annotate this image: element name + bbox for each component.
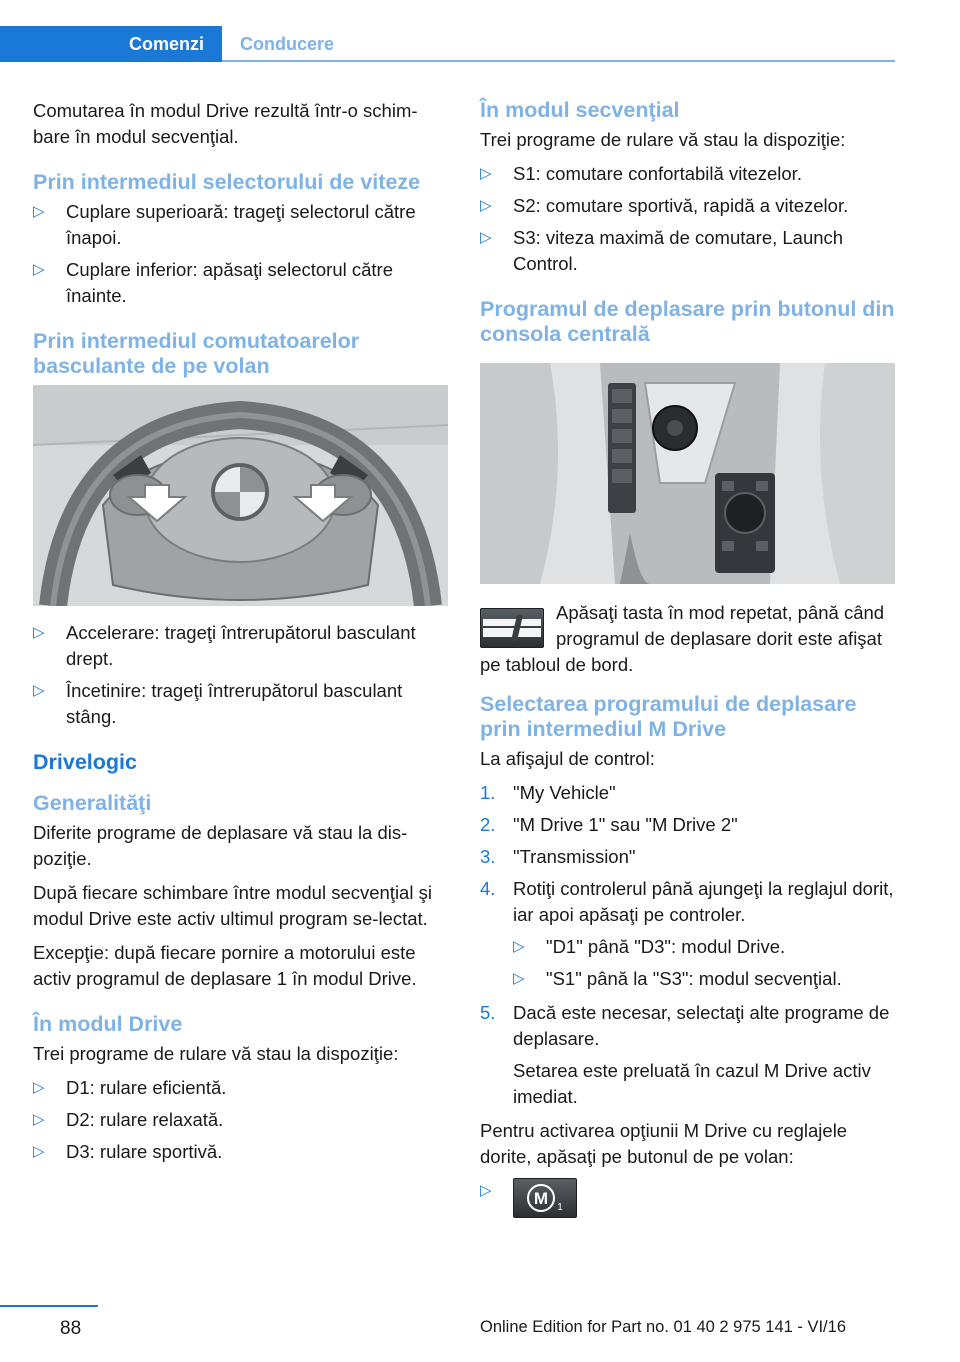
step-number: 1.: [480, 782, 496, 803]
list-item: [33, 678, 448, 730]
list-item: [33, 620, 448, 672]
heading-drivelogic: Drivelogic: [33, 750, 137, 774]
step-4-sublist: [513, 934, 895, 992]
mdrive-steps: [480, 780, 895, 1110]
header-tabbar: [0, 0, 960, 62]
step-text: Dacă este necesar, selectaţi alte programe de deplasare.: [513, 1002, 890, 1049]
mdrive-intro: La afişajul de control:: [480, 748, 655, 769]
heading-paddles: Prin intermediul comutatoarelor basculante de pe volan: [33, 329, 360, 378]
triangle-bullet-icon: ▷: [33, 1079, 45, 1096]
list-item-text: D3: rulare sportivă.: [66, 1141, 223, 1162]
step-5-note: Setarea este preluată în cazul M Drive activ imediat.: [513, 1060, 871, 1107]
heading-selector: Prin intermediul selectorului de viteze: [33, 170, 421, 194]
step-text: "Transmission": [513, 846, 636, 867]
step-number: 2.: [480, 814, 496, 835]
center-console-image: [480, 363, 895, 584]
general-paragraph-2: După fiecare schimbare între modul secvenţial şi modul Drive este activ ultimul program se-lectat.: [33, 882, 432, 929]
drivelogic-button-icon: [480, 608, 544, 648]
console-button-instruction: [480, 600, 895, 680]
triangle-bullet-icon: ▷: [480, 1182, 492, 1199]
step-item: [480, 812, 895, 838]
triangle-bullet-icon: ▷: [33, 624, 45, 641]
list-item-text: Încetinire: trageţi întrerupătorul basculant stâng.: [66, 680, 403, 727]
step-text: "My Vehicle": [513, 782, 616, 803]
paddle-list: [33, 620, 448, 730]
list-item-text: "S1" până la "S3": modul secvenţial.: [546, 968, 842, 989]
list-item: [513, 934, 895, 960]
list-item: [480, 161, 895, 187]
heading-mdrive: Selectarea programului de deplasare prin intermediul M Drive: [480, 692, 857, 741]
heading-general: Generalităţi: [33, 791, 152, 815]
list-item: [513, 966, 895, 992]
selector-list: [33, 199, 448, 309]
heading-sequential-mode: În modul secvenţial: [480, 98, 680, 122]
triangle-bullet-icon: ▷: [480, 229, 492, 246]
sequential-intro: Trei programe de rulare vă stau la dispoziţie:: [480, 129, 846, 150]
step-number: 3.: [480, 846, 496, 867]
step-text: "M Drive 1" sau "M Drive 2": [513, 814, 738, 835]
m-button-label: M: [533, 1189, 549, 1208]
list-item: [33, 1139, 448, 1165]
triangle-bullet-icon: ▷: [513, 970, 525, 987]
triangle-bullet-icon: ▷: [33, 1143, 45, 1160]
tab-comenzi[interactable]: [0, 26, 222, 62]
list-item: [33, 1075, 448, 1101]
list-item: [33, 1107, 448, 1133]
left-column: [33, 98, 448, 1173]
page-number: 88: [60, 1318, 82, 1339]
list-item: [33, 199, 448, 251]
list-item-text: D2: rulare relaxată.: [66, 1109, 224, 1130]
tab-comenzi-label: Comenzi: [128, 33, 204, 54]
general-paragraph-1: Diferite programe de deplasare vă stau la dis-poziţie.: [33, 822, 408, 869]
m-button-sub: 1: [557, 1202, 563, 1213]
sequential-list: [480, 161, 895, 277]
steering-wheel-image: [33, 385, 448, 606]
triangle-bullet-icon: ▷: [33, 261, 45, 278]
triangle-bullet-icon: ▷: [33, 1111, 45, 1128]
step-text: Rotiţi controlerul până ajungeţi la reglajul dorit, iar apoi apăsaţi pe controler.: [513, 878, 894, 925]
heading-drive-mode: În modul Drive: [33, 1012, 183, 1036]
list-item-text: S2: comutare sportivă, rapidă a vitezelor.: [513, 195, 849, 216]
triangle-bullet-icon: ▷: [513, 938, 525, 955]
drive-intro: Trei programe de rulare vă stau la dispoziţie:: [33, 1043, 399, 1064]
list-item-text: Cuplare superioară: trageţi selectorul către înapoi.: [66, 201, 416, 248]
list-item: [480, 193, 895, 219]
list-item-text: Cuplare inferior: apăsaţi selectorul către înainte.: [66, 259, 393, 306]
list-item: [480, 1178, 895, 1218]
list-item: [480, 225, 895, 277]
list-item: [33, 257, 448, 309]
m-drive-1-button-icon: [513, 1178, 577, 1218]
list-item-text: D1: rulare eficientă.: [66, 1077, 227, 1098]
list-item-text: Accelerare: trageţi întrerupătorul basculant drept.: [66, 622, 416, 669]
console-button-text: Apăsaţi tasta în mod repetat, până când programul de deplasare dorit este afişat pe tabloul de bord.: [480, 602, 885, 675]
footer-line: [0, 1305, 98, 1307]
step-number: 4.: [480, 878, 496, 899]
step-item: [480, 1000, 895, 1110]
triangle-bullet-icon: ▷: [480, 165, 492, 182]
step-number: 5.: [480, 1002, 496, 1023]
step-item: [480, 844, 895, 870]
step-item: [480, 780, 895, 806]
tab-underline: [222, 60, 895, 62]
triangle-bullet-icon: ▷: [33, 682, 45, 699]
edition-footer: Online Edition for Part no. 01 40 2 975 141 - VI/16: [480, 1318, 846, 1336]
tab-conducere[interactable]: [222, 26, 334, 62]
triangle-bullet-icon: ▷: [480, 197, 492, 214]
step-item: [480, 876, 895, 992]
list-item-text: "D1" până "D3": modul Drive.: [546, 936, 786, 957]
general-paragraph-3: Excepţie: după fiecare pornire a motorului este activ programul de deplasare 1 în modul Drive.: [33, 942, 417, 989]
list-item-text: S1: comutare confortabilă vitezelor.: [513, 163, 802, 184]
right-column: [480, 98, 895, 1226]
intro-paragraph: Comutarea în modul Drive rezultă într-o schim-bare în modul secvenţial.: [33, 100, 418, 147]
m-button-list: [480, 1178, 895, 1218]
triangle-bullet-icon: ▷: [33, 203, 45, 220]
list-item-text: S3: viteza maximă de comutare, Launch Control.: [513, 227, 844, 274]
steering-wheel-illustration: [33, 385, 448, 606]
activate-paragraph: Pentru activarea opţiunii M Drive cu reglajele dorite, apăsaţi pe butonul de pe volan:: [480, 1120, 848, 1167]
tab-conducere-label: Conducere: [240, 33, 335, 54]
heading-console-button: Programul de deplasare prin butonul din consola centrală: [480, 297, 895, 346]
drive-list: [33, 1075, 448, 1165]
center-console-illustration: [480, 363, 895, 584]
